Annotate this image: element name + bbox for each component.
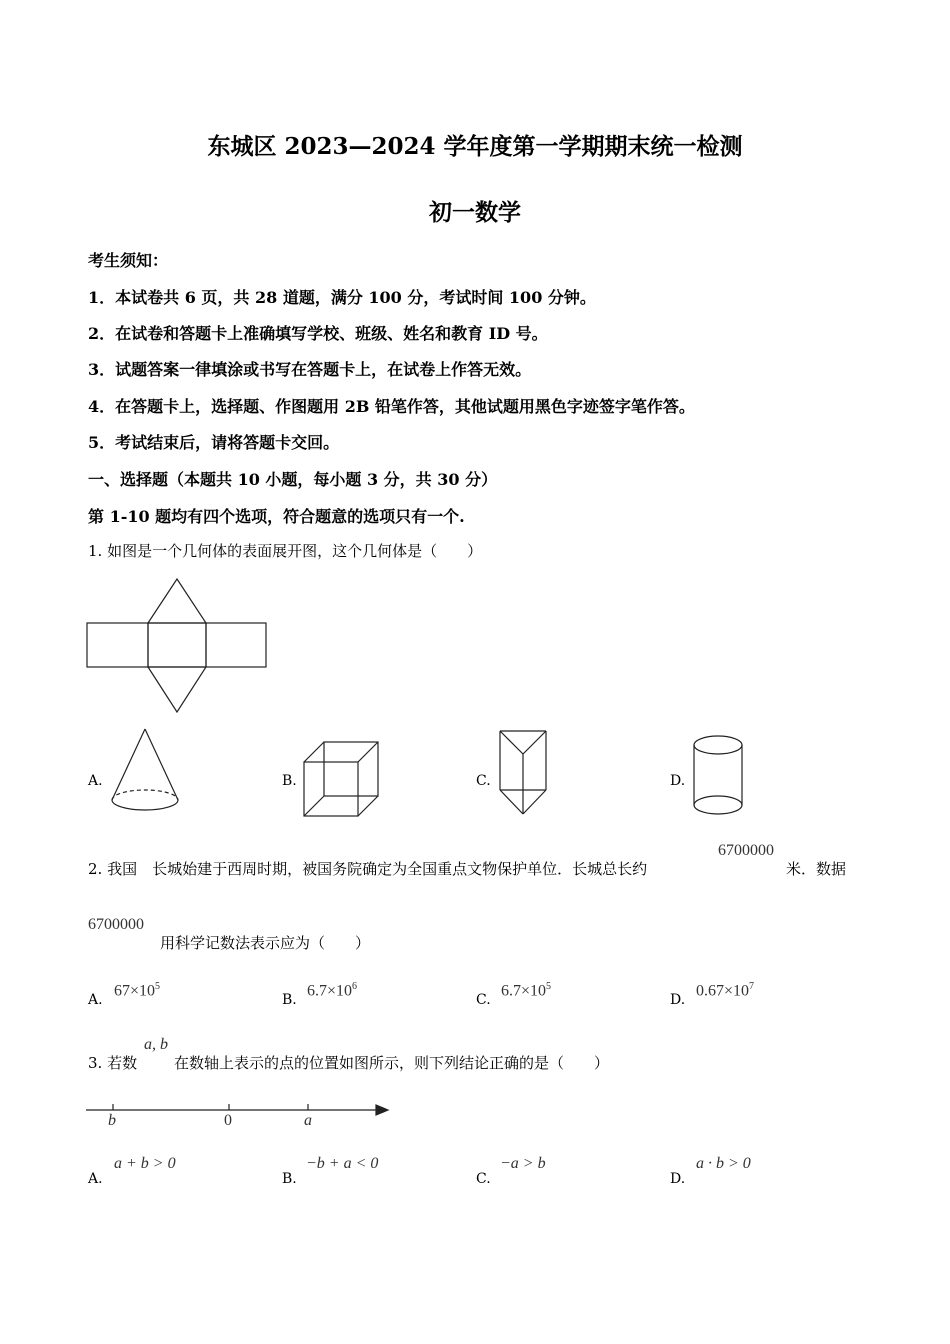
q2-option-a-label: A.	[88, 992, 103, 1008]
number-line	[86, 1100, 392, 1120]
instruction-item: 2．在试卷和答题卡上准确填写学校、班级、姓名和教育 ID 号。	[88, 324, 548, 343]
instruction-item: 5．考试结束后，请将答题卡交回。	[88, 433, 340, 452]
q3-option-c-label: C.	[476, 1171, 491, 1187]
q1-option-d-label: D.	[670, 773, 686, 789]
q3-option-a-label: A.	[88, 1171, 103, 1187]
q2-option-b-label: B.	[282, 992, 297, 1008]
q1-net-figure	[86, 578, 268, 714]
q3-option-c-expr: −a > b	[500, 1155, 546, 1172]
q2-option-a-expr: $67\times 10^5$	[114, 981, 161, 1000]
number-line-label-zero: 0	[224, 1112, 232, 1129]
exam-title: 东城区 2023—2024 学年度第一学期期末统一检测	[207, 133, 743, 160]
q3-option-b-label: B.	[282, 1171, 297, 1187]
triangular-prism-icon	[499, 730, 549, 818]
q1-option-a-label: A.	[88, 773, 103, 789]
q2-option-c-expr: $6.7\times 10^5$	[501, 981, 552, 1000]
question-2-stem: 2. 我国 长城始建于西周时期，被国务院确定为全国重点文物保护单位．长城总长约	[88, 860, 648, 878]
cone-icon	[110, 728, 180, 816]
exam-subject: 初一数学	[429, 199, 521, 226]
question-3-stem-cont: 在数轴上表示的点的位置如图所示，则下列结论正确的是（ ）	[174, 1054, 610, 1072]
q3-vars: a, b	[144, 1036, 168, 1053]
question-2-stem-cont: 用科学记数法表示应为（ ）	[160, 934, 371, 952]
instruction-item: 1．本试卷共 6 页，共 28 道题，满分 100 分，考试时间 100 分钟。	[88, 288, 596, 307]
q2-option-d-label: D.	[670, 992, 686, 1008]
number-line-label-a: a	[304, 1112, 312, 1129]
section-title: 一、选择题（本题共 10 小题，每小题 3 分，共 30 分）	[88, 470, 498, 489]
q2-option-d-expr: $0.67\times 10^7$	[696, 981, 755, 1000]
q2-number: 6700000	[718, 842, 774, 859]
question-2-stem-end: 米．数据	[786, 860, 847, 878]
q2-option-b-expr: $6.7\times 10^6$	[307, 981, 358, 1000]
q1-option-b-label: B.	[282, 773, 297, 789]
instructions-heading: 考生须知：	[88, 251, 169, 270]
q3-option-d-expr: a · b > 0	[696, 1155, 751, 1172]
cube-icon	[303, 741, 381, 819]
q3-option-a-expr: a + b > 0	[114, 1155, 176, 1172]
number-line-label-b: b	[108, 1112, 116, 1129]
q2-number-repeat: 6700000	[88, 916, 144, 933]
instruction-item: 4．在答题卡上，选择题、作图题用 2B 铅笔作答，其他试题用黑色字迹签字笔作答。	[88, 397, 695, 416]
section-note: 第 1-10 题均有四个选项，符合题意的选项只有一个.	[88, 507, 465, 526]
q3-option-d-label: D.	[670, 1171, 686, 1187]
question-1-stem: 1. 如图是一个几何体的表面展开图，这个几何体是（ ）	[88, 542, 483, 560]
instruction-item: 3．试题答案一律填涂或书写在答题卡上，在试卷上作答无效。	[88, 360, 532, 379]
q2-option-c-label: C.	[476, 992, 491, 1008]
q3-option-b-expr: −b + a < 0	[306, 1155, 379, 1172]
question-3-stem: 3. 若数	[88, 1054, 138, 1072]
cylinder-icon	[693, 735, 745, 817]
q1-option-c-label: C.	[476, 773, 491, 789]
